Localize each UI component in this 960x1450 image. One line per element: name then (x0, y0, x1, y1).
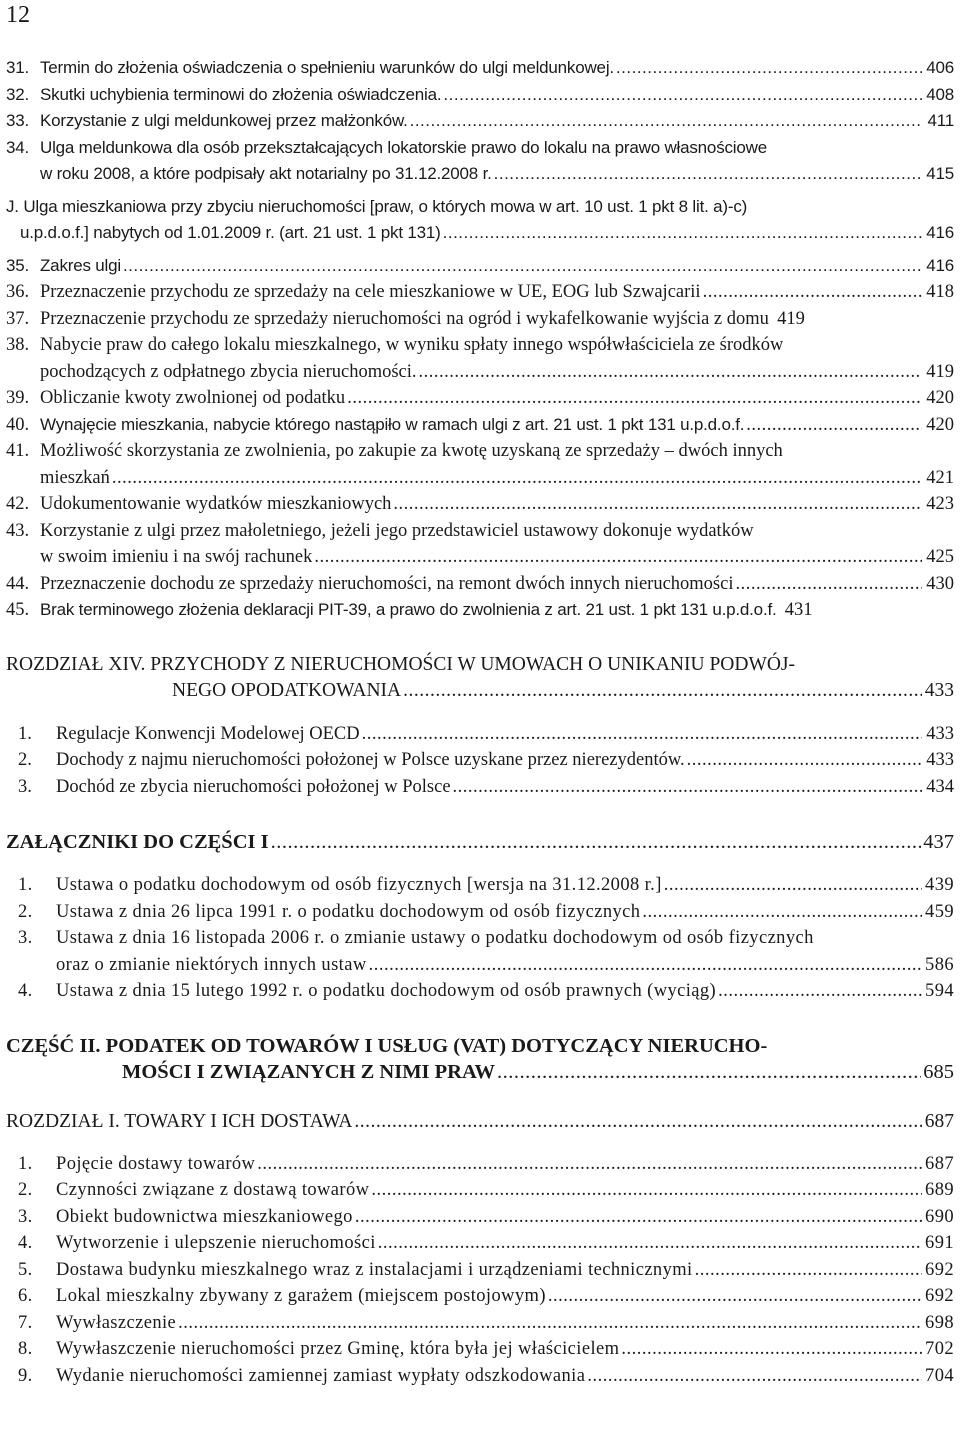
entry-title-line2: w roku 2008, a które podpisały akt notarialny po 31.12.2008 r. (40, 164, 492, 183)
entry-number: 3. (18, 928, 33, 948)
toc-annexes[interactable] (6, 828, 954, 856)
entry-title: Przeznaczenie dochodu ze sprzedaży nieruchomości, na remont dwóch innych nieruchomości (40, 573, 734, 594)
toc-chapter-i[interactable] (6, 1108, 954, 1135)
entry-title: Ustawa z dnia 26 lipca 1991 r. o podatku dochodowym od osób fizycznych (56, 901, 641, 922)
toc-entry-xiv-1[interactable] (6, 721, 954, 748)
entry-title-line1: Ustawa z dnia 16 listopada 2006 r. o zmianie ustawy o podatku dochodowym od osób fizycznych (56, 928, 814, 948)
toc-entry-35[interactable] (6, 253, 954, 280)
entry-title: Dochód ze zbycia nieruchomości położonej w Polsce (56, 776, 451, 797)
entry-title: Lokal mieszkalny zbywany z garażem (miejscem postojowym) (56, 1286, 546, 1306)
entry-number: 39. (6, 388, 30, 408)
entry-title: Przeznaczenie przychodu ze sprzedaży nieruchomości na ogród i wykafelkowanie wyjścia z domu (40, 308, 769, 329)
entry-number: 33. (6, 111, 30, 130)
entry-page: 406 (926, 58, 954, 77)
dot-leader (112, 465, 922, 492)
dot-leader (687, 747, 922, 774)
entry-page: 439 (925, 875, 954, 895)
entry-page: 421 (926, 467, 954, 488)
entry-number: 4. (18, 1233, 33, 1253)
entry-page: 418 (926, 282, 954, 302)
entry-title: Czynności związane z dostawą towarów (56, 1180, 370, 1200)
toc-entry-33[interactable] (6, 108, 954, 135)
dot-leader (355, 1204, 922, 1231)
toc-entry-i-4[interactable] (6, 1230, 954, 1257)
annexes-title: ZAŁĄCZNIKI DO CZĘŚCI I (6, 831, 269, 853)
part-title-line2: MOŚCI I ZWIĄZANYCH Z NIMI PRAW (122, 1061, 496, 1083)
dot-leader (703, 279, 922, 306)
entry-number: 45. (6, 600, 30, 620)
entry-number: 1. (18, 875, 33, 895)
entry-number: 3. (18, 1206, 33, 1227)
entry-number: 1. (18, 723, 32, 744)
page-number: 12 (6, 2, 30, 28)
entry-number: 2. (18, 1180, 33, 1200)
entry-title: Pojęcie dostawy towarów (56, 1153, 256, 1174)
entry-title: Wywłaszczenie (56, 1312, 177, 1333)
entry-number: 34. (6, 137, 30, 157)
entry-page: 685 (923, 1061, 954, 1083)
toc-entry-32[interactable] (6, 82, 954, 109)
entry-title-line1: Nabycie praw do całego lokalu mieszkalnego, w wyniku spłaty innego współwłaściciela ze środków (40, 335, 784, 355)
dot-leader (123, 253, 922, 280)
toc-entry-41[interactable] (6, 438, 954, 491)
toc-entry-37[interactable] (6, 306, 954, 333)
toc-entry-40[interactable] (6, 412, 954, 439)
entry-title: Wywłaszczenie nieruchomości przez Gminę, która była jej właścicielem (56, 1339, 620, 1359)
entry-title-line1: Korzystanie z ulgi przez małoletniego, jeżeli jego przedstawiciel ustawowy dokonuje wydatków (40, 520, 754, 541)
toc-section-j[interactable] (6, 194, 954, 247)
dot-leader (362, 721, 922, 748)
entry-page: 692 (925, 1259, 954, 1280)
dot-leader (718, 978, 922, 1005)
entry-number: 41. (6, 441, 30, 461)
dot-leader (616, 55, 922, 82)
entry-page: 687 (924, 1110, 954, 1132)
entry-title-line2: mieszkań (40, 467, 110, 488)
entry-page: 689 (925, 1180, 954, 1200)
entry-number: 5. (18, 1259, 33, 1280)
entry-page: 415 (926, 164, 954, 183)
dot-leader (587, 1363, 922, 1390)
entry-page: 420 (926, 414, 954, 435)
entry-page: 419 (926, 361, 954, 382)
entry-page: 423 (926, 494, 954, 514)
toc-entry-i-8[interactable] (6, 1336, 954, 1363)
dot-leader (354, 1108, 922, 1135)
entry-number: 4. (18, 981, 33, 1001)
toc-entry-i-2[interactable] (6, 1177, 954, 1204)
dot-leader (369, 952, 922, 979)
dot-leader (419, 359, 922, 386)
dot-leader (497, 1059, 921, 1086)
entry-page: 411 (927, 111, 954, 130)
entry-page: 704 (925, 1365, 954, 1386)
entry-number: 32. (6, 84, 30, 104)
toc-entry-42[interactable] (6, 491, 954, 518)
toc-entry-45[interactable] (6, 597, 954, 624)
entry-page: 437 (923, 831, 954, 853)
toc-entry-i-9[interactable] (6, 1363, 954, 1390)
chapter-title-line1: ROZDZIAŁ XIV. PRZYCHODY Z NIERUCHOMOŚCI W UMOWACH O UNIKANIU PODWÓJ- (6, 653, 796, 675)
entry-page: 419 (777, 308, 805, 329)
entry-number: 43. (6, 520, 30, 541)
entry-number: 9. (18, 1365, 33, 1386)
entry-page: 690 (925, 1206, 954, 1227)
entry-title-line2: oraz o zmianie niektórych innych ustaw (56, 954, 367, 975)
section-title-line2: u.p.d.o.f.] nabytych od 1.01.2009 r. (art. 21 ust. 1 pkt 131) (20, 223, 441, 242)
dot-leader (443, 220, 922, 247)
toc-entry-i-6[interactable] (6, 1283, 954, 1310)
entry-page: 692 (925, 1286, 954, 1306)
dot-leader (393, 491, 922, 518)
toc-entry-xiv-2[interactable] (6, 747, 954, 774)
entry-page: 459 (925, 901, 954, 922)
entry-title: Brak terminowego złożenia deklaracji PIT-39, a prawo do zwolnienia z art. 21 ust. 1 pkt 131 u.p.d.o.f. (40, 600, 777, 619)
entry-page: 425 (926, 547, 954, 567)
part-title-line1: CZĘŚĆ II. PODATEK OD TOWARÓW I USŁUG (VAT) DOTYCZĄCY NIERUCHO- (6, 1034, 768, 1057)
entry-title: Regulacje Konwencji Modelowej OECD (56, 723, 360, 744)
toc-annex-2[interactable] (6, 899, 954, 926)
toc-annex-3[interactable] (6, 925, 954, 978)
entry-number: 36. (6, 282, 30, 302)
entry-number: 7. (18, 1312, 33, 1333)
section-title-line1: J. Ulga mieszkaniowa przy zbyciu nieruchomości [praw, o których mowa w art. 10 ust. 1 pkt 8 lit. a)-c) (6, 196, 748, 216)
entry-number: 38. (6, 335, 30, 355)
entry-title: Ustawa z dnia 15 lutego 1992 r. o podatku dochodowym od osób prawnych (wyciąg) (56, 981, 717, 1001)
entry-number: 44. (6, 573, 30, 594)
toc-part-ii[interactable] (6, 1033, 954, 1086)
entry-page: 691 (925, 1233, 954, 1253)
toc-annex-4[interactable] (6, 978, 954, 1005)
toc-entry-i-1[interactable] (6, 1151, 954, 1178)
entry-page: 433 (924, 680, 954, 701)
entry-title-line2: w swoim imieniu i na swój rachunek (40, 547, 313, 567)
entry-page: 586 (925, 954, 954, 975)
entry-page: 594 (925, 981, 954, 1001)
entry-page: 416 (926, 223, 954, 242)
entry-title: Obiekt budownictwa mieszkaniowego (56, 1206, 353, 1227)
toc-entry-36[interactable] (6, 279, 954, 306)
entry-number: 2. (18, 901, 33, 922)
entry-title: Dostawa budynku mieszkalnego wraz z instalacjami i urządzeniami technicznymi (56, 1259, 693, 1280)
toc-entry-i-5[interactable] (6, 1257, 954, 1284)
entry-title: Wytworzenie i ulepszenie nieruchomości (56, 1233, 376, 1253)
entry-number: 8. (18, 1339, 33, 1359)
entry-title: Termin do złożenia oświadczenia o spełnieniu warunków do ulgi meldunkowej. (40, 58, 614, 77)
entry-title: Wydanie nieruchomości zamiennej zamiast wypłaty odszkodowania (56, 1365, 586, 1386)
dot-leader (257, 1151, 922, 1178)
entry-title: Dochody z najmu nieruchomości położonej w Polsce uzyskane przez nierezydentów. (56, 750, 685, 770)
entry-page: 420 (926, 388, 954, 408)
toc-entry-38[interactable] (6, 332, 954, 385)
dot-leader (621, 1336, 922, 1363)
entry-title: Skutki uchybienia terminowi do złożenia oświadczenia. (40, 84, 442, 104)
toc-annex-1[interactable] (6, 872, 954, 899)
toc-entry-xiv-3[interactable] (6, 774, 954, 801)
dot-leader (371, 1177, 922, 1204)
entry-number: 6. (18, 1286, 33, 1306)
entry-page: 434 (926, 776, 954, 797)
entry-title: Zakres ulgi (40, 255, 121, 275)
entry-page: 416 (926, 255, 954, 275)
entry-title: Ustawa o podatku dochodowym od osób fizycznych [wersja na 31.12.2008 r.] (56, 875, 662, 895)
toc-entry-34[interactable] (6, 135, 954, 188)
chapter-title: ROZDZIAŁ I. TOWARY I ICH DOSTAWA (6, 1110, 353, 1132)
dot-leader (410, 108, 922, 135)
entry-number: 1. (18, 1153, 33, 1174)
entry-number: 40. (6, 414, 30, 435)
entry-number: 3. (18, 776, 32, 797)
entry-page: 702 (925, 1339, 954, 1359)
entry-title: Obliczanie kwoty zwolnionej od podatku (40, 388, 346, 408)
entry-number: 31. (6, 58, 30, 77)
entry-title-line1: Możliwość skorzystania ze zwolnienia, po zakupie za kwotę uzyskaną ze sprzedaży – dwóch innych (40, 441, 783, 461)
entry-number: 42. (6, 494, 30, 514)
toc-entry-43[interactable] (6, 518, 954, 571)
entry-title: Udokumentowanie wydatków mieszkaniowych (40, 494, 392, 514)
entry-number: 35. (6, 255, 30, 275)
dot-leader (548, 1283, 922, 1310)
entry-number: 2. (18, 750, 32, 770)
dot-leader (494, 161, 922, 188)
entry-title-line1: Ulga meldunkowa dla osób przekształcających lokatorskie prawo do lokalu na prawo własnościowe (40, 137, 767, 157)
entry-page: 430 (926, 573, 954, 594)
entry-page: 433 (926, 723, 954, 744)
dot-leader (735, 571, 922, 598)
toc-entry-31[interactable] (6, 55, 954, 82)
table-of-contents (6, 55, 954, 1389)
dot-leader (178, 1310, 922, 1337)
dot-leader (746, 412, 922, 439)
dot-leader (378, 1230, 922, 1257)
entry-page: 431 (784, 600, 813, 620)
chapter-title-line2: NEGO OPODATKOWANIA (172, 680, 402, 701)
dot-leader (664, 872, 922, 899)
entry-number: 37. (6, 308, 30, 329)
entry-title: Wynajęcie mieszkania, nabycie którego nastąpiło w ramach ulgi z art. 21 ust. 1 pkt 131 u.p.d.o.f. (40, 414, 745, 434)
dot-leader (695, 1257, 922, 1284)
dot-leader (443, 82, 922, 109)
dot-leader (453, 774, 922, 801)
dot-leader (271, 828, 922, 856)
dot-leader (347, 385, 922, 412)
dot-leader (642, 899, 922, 926)
entry-page: 433 (926, 750, 954, 770)
dot-leader (314, 544, 922, 571)
entry-title: Korzystanie z ulgi meldunkowej przez małżonków. (40, 111, 408, 130)
entry-title: Przeznaczenie przychodu ze sprzedaży na cele mieszkaniowe w UE, EOG lub Szwajcarii (40, 282, 701, 302)
dot-leader (403, 678, 922, 705)
entry-title-line2: pochodzących z odpłatnego zbycia nieruchomości. (40, 361, 417, 382)
entry-page: 698 (925, 1312, 954, 1333)
toc-entry-44[interactable] (6, 571, 954, 598)
entry-page: 408 (926, 84, 954, 104)
toc-entry-i-3[interactable] (6, 1204, 954, 1231)
toc-entry-i-7[interactable] (6, 1310, 954, 1337)
entry-page: 687 (925, 1153, 954, 1174)
toc-chapter-xiv[interactable] (6, 652, 954, 705)
toc-entry-39[interactable] (6, 385, 954, 412)
